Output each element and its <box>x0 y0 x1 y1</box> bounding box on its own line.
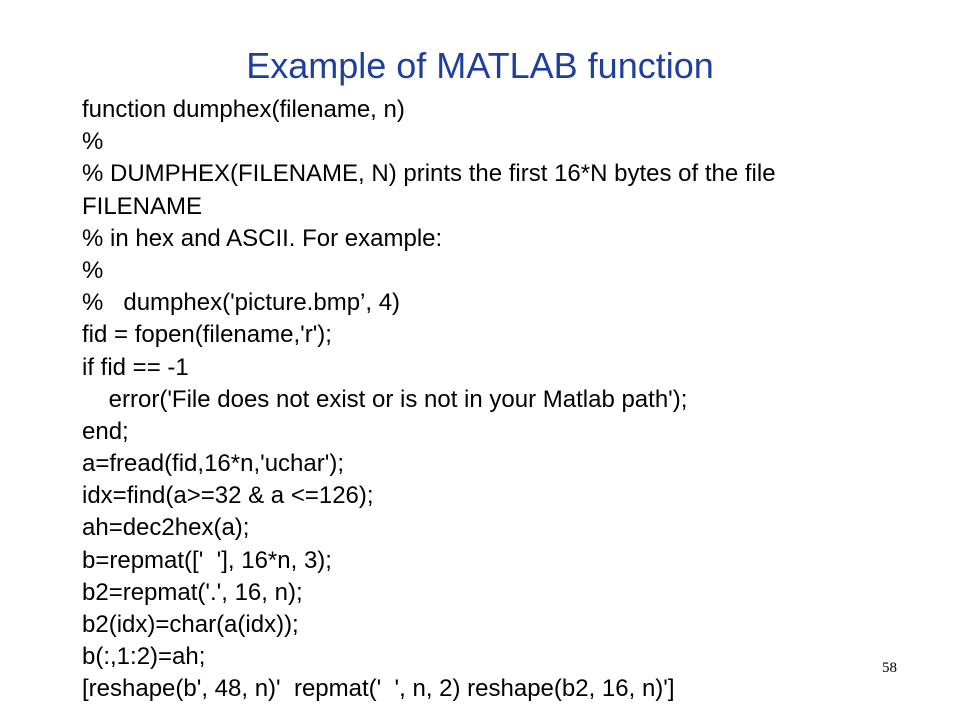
code-line: b=repmat([' '], 16*n, 3); <box>82 546 332 574</box>
code-line: % <box>82 256 104 284</box>
code-line: if fid == -1 <box>82 353 189 381</box>
code-line: b2(idx)=char(a(idx)); <box>82 611 299 638</box>
code-line: ah=dec2hex(a); <box>82 514 250 542</box>
code-line: function dumphex(filename, n) <box>82 96 405 123</box>
code-line: fid = fopen(filename,'r'); <box>82 321 332 349</box>
slide-title: Example of MATLAB function <box>246 45 714 86</box>
code-line: % DUMPHEX(FILENAME, N) prints the first 16*N bytes of the file <box>82 160 776 188</box>
code-line: idx=find(a>=32 & a <=126); <box>82 482 374 510</box>
code-line: [reshape(b', 48, n)' repmat(' ', n, 2) reshape(b2, 16, n)'] <box>82 675 675 703</box>
code-line: a=fread(fid,16*n,'uchar'); <box>82 450 344 478</box>
code-line: % dumphex('picture.bmp’, 4) <box>82 289 401 317</box>
code-line: b2=repmat('.', 16, n); <box>82 578 303 606</box>
code-line: FILENAME <box>82 192 203 220</box>
page-number: 58 <box>882 660 897 676</box>
code-line: b(:,1:2)=ah; <box>82 643 206 671</box>
code-line: end; <box>82 417 129 445</box>
code-line: error('File does not exist or is not in your Matlab path'); <box>82 385 688 413</box>
code-listing <box>82 94 882 706</box>
code-line: % <box>82 128 104 156</box>
code-line: % in hex and ASCII. For example: <box>82 224 443 252</box>
